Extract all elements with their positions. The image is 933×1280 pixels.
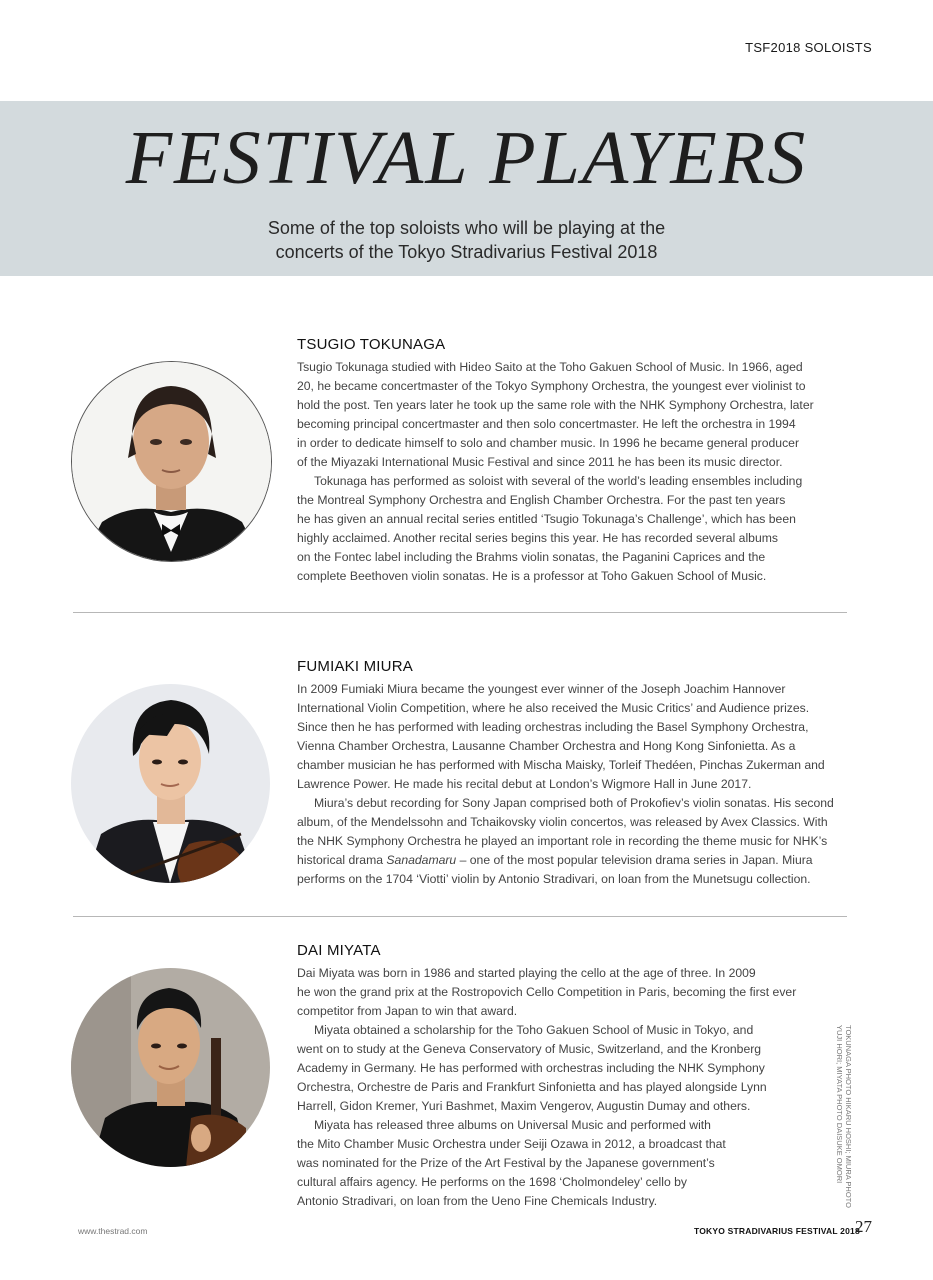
bio-line: the NHK Symphony Orchestra he played an important role in recording the theme music for NHK’s (297, 834, 828, 848)
bio-line: hold the post. Ten years later he took up the same role with the NHK Symphony Orchestra, later (297, 398, 814, 412)
bio-line: of the Miyazaki International Music Festival and since 2011 he has been its music director. (297, 455, 783, 469)
player-bio (297, 964, 796, 1211)
title-banner (0, 101, 933, 276)
bio-line: 20, he became concertmaster of the Tokyo Symphony Orchestra, the youngest ever violinist to (297, 379, 806, 393)
player-bio (297, 358, 814, 586)
player-bio (297, 680, 834, 889)
bio-line: In 2009 Fumiaki Miura became the youngest ever winner of the Joseph Joachim Hannover (297, 682, 786, 696)
portrait-miura (71, 684, 270, 883)
bio-line: Orchestra, Orchestre de Paris and Frankfurt Sinfonietta and has played alongside Lynn (297, 1080, 767, 1094)
bio-line: International Violin Competition, where he also received the Music Critics’ and Audience prizes. (297, 701, 810, 715)
bio-line: becoming principal concertmaster and then solo concertmaster. He left the orchestra in 1994 (297, 417, 796, 431)
bio-line: Lawrence Power. He made his recital debut at London’s Wigmore Hall in June 2017. (297, 777, 752, 791)
footer-url: www.thestrad.com (78, 1226, 148, 1236)
bio-line: Academy in Germany. He has performed with orchestras including the NHK Symphony (297, 1061, 765, 1075)
bio-line: competitor from Japan to win that award. (297, 1004, 518, 1018)
bio-line: Miyata has released three albums on Universal Music and performed with (314, 1118, 711, 1132)
divider (73, 612, 847, 613)
footer-publication: TOKYO STRADIVARIUS FESTIVAL 2018 (694, 1226, 860, 1236)
player-name: FUMIAKI MIURA (297, 658, 413, 675)
portrait-miyata (71, 968, 270, 1167)
bio-line: Miura’s debut recording for Sony Japan comprised both of Prokofiev’s violin sonatas. His second (314, 796, 834, 810)
photo-credit (835, 1025, 853, 1208)
bio-line: in order to dedicate himself to solo and chamber music. In 1996 he became general producer (297, 436, 800, 450)
photo-credit-line: YUJI HORI; MIYATA PHOTO DAISUKE OMORI (835, 1025, 844, 1184)
bio-line: the Mito Chamber Music Orchestra under Seiji Ozawa in 2012, a broadcast that (297, 1137, 726, 1151)
bio-line: he won the grand prix at the Rostropovich Cello Competition in Paris, becoming the first ever (297, 985, 797, 999)
bio-line: highly acclaimed. Another recital series begins this year. He has recorded several albums (297, 531, 778, 545)
player-name: DAI MIYATA (297, 942, 381, 959)
bio-line: cultural affairs agency. He performs on the 1698 ‘Cholmondeley’ cello by (297, 1175, 687, 1189)
bio-italic-title: Sanadamaru (386, 853, 457, 867)
bio-line: Vienna Chamber Orchestra, Lausanne Chamber Orchestra and Hong Kong Sinfonietta. As a (297, 739, 796, 753)
bio-line: performs on the 1704 ‘Viotti’ violin by Antonio Stradivari, on loan from the Munetsugu collection. (297, 872, 811, 886)
bio-line: Antonio Stradivari, on loan from the Ueno Fine Chemicals Industry. (297, 1194, 658, 1208)
bio-line: went on to study at the Geneva Conservatory of Music, Switzerland, and the Kronberg (297, 1042, 762, 1056)
bio-line: Since then he has performed with leading orchestras including the Basel Symphony Orchestra, (297, 720, 809, 734)
bio-text: historical drama (297, 853, 387, 867)
divider (73, 916, 847, 917)
bio-line: on the Fontec label including the Brahms violin sonatas, the Paganini Caprices and the (297, 550, 766, 564)
bio-text: – one of the most popular television drama series in Japan. Miura (456, 853, 813, 867)
page-title: FESTIVAL PLAYERS (125, 116, 808, 200)
page-subtitle (0, 216, 933, 264)
portrait-tokunaga (71, 361, 272, 562)
page-number: 27 (855, 1217, 872, 1236)
bio-line: Harrell, Gidon Kremer, Yuri Bashmet, Maxim Vengerov, Augustin Dumay and others. (297, 1099, 751, 1113)
bio-line: was nominated for the Prize of the Art Festival by the Japanese government’s (297, 1156, 715, 1170)
bio-line: Tokunaga has performed as soloist with several of the world’s leading ensembles including (314, 474, 803, 488)
bio-line: Miyata obtained a scholarship for the Toho Gakuen School of Music in Tokyo, and (314, 1023, 754, 1037)
bio-line: he has given an annual recital series entitled ‘Tsugio Tokunaga’s Challenge’, which has been (297, 512, 796, 526)
bio-line (297, 851, 834, 870)
subtitle-line: concerts of the Tokyo Stradivarius Festival 2018 (275, 242, 658, 262)
bio-line: Tsugio Tokunaga studied with Hideo Saito at the Toho Gakuen School of Music. In 1966, aged (297, 360, 803, 374)
bio-line: Dai Miyata was born in 1986 and started playing the cello at the age of three. In 2009 (297, 966, 756, 980)
bio-line: chamber musician he has performed with Mischa Maisky, Torleif Thedéen, Pinchas Zukerman and (297, 758, 825, 772)
photo-credit-line: TOKUNAGA PHOTO HIKARU HOSHI; MIURA PHOTO (844, 1025, 853, 1208)
bio-line: album, of the Mendelssohn and Tchaikovsky violin concertos, was released by Avex Classics. With (297, 815, 828, 829)
player-name: TSUGIO TOKUNAGA (297, 336, 446, 353)
subtitle-line: Some of the top soloists who will be playing at the (267, 218, 666, 238)
bio-line: the Montreal Symphony Orchestra and English Chamber Orchestra. For the past ten years (297, 493, 786, 507)
section-label: TSF2018 SOLOISTS (745, 40, 872, 55)
bio-line: complete Beethoven violin sonatas. He is a professor at Toho Gakuen School of Music. (297, 569, 767, 583)
